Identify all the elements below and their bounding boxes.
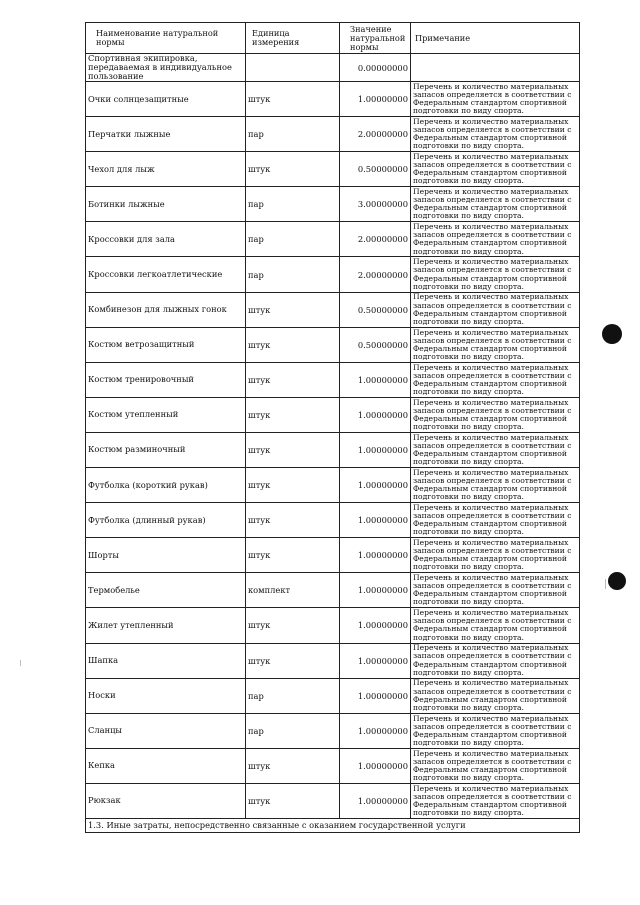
table-row [86,222,580,257]
cell-value: 1.00000000 [340,678,411,713]
cell-value: 1.00000000 [340,783,411,818]
cell-name: Костюм утепленный [86,397,246,432]
cell-name: Спортивная экипировка, передаваемая в индивидуальное пользование [86,54,246,82]
cell-unit: штук [246,503,340,538]
cell-unit: пар [246,117,340,152]
cell-value: 2.00000000 [340,117,411,152]
cell-name: Очки солнцезащитные [86,82,246,117]
cell-name: Комбинезон для лыжных гонок [86,292,246,327]
cell-value: 1.00000000 [340,573,411,608]
table-row [86,608,580,643]
cell-name: Жилет утепленный [86,608,246,643]
scan-artifact [605,579,606,589]
cell-note: Перечень и количество материальных запасов определяется в соответствии с Федеральным стандартом спортивной подготовки по виду спорта. [411,573,580,608]
cell-note: Перечень и количество материальных запасов определяется в соответствии с Федеральным стандартом спортивной подготовки по виду спорта. [411,327,580,362]
cell-value: 2.00000000 [340,222,411,257]
cell-unit: штук [246,397,340,432]
cell-note: Перечень и количество материальных запасов определяется в соответствии с Федеральным стандартом спортивной подготовки по виду спорта. [411,678,580,713]
cell-note: Перечень и количество материальных запасов определяется в соответствии с Федеральным стандартом спортивной подготовки по виду спорта. [411,257,580,292]
cell-unit: штук [246,292,340,327]
cell-note: Перечень и количество материальных запасов определяется в соответствии с Федеральным стандартом спортивной подготовки по виду спорта. [411,82,580,117]
cell-unit: штук [246,643,340,678]
table-row [86,783,580,818]
cell-name: Костюм разминочный [86,432,246,467]
table-row [86,257,580,292]
table-row [86,117,580,152]
header-value: Значение натуральной нормы [340,23,411,54]
cell-unit: пар [246,187,340,222]
cell-name: Футболка (короткий рукав) [86,468,246,503]
table-header-row [86,23,580,54]
cell-note: Перечень и количество материальных запасов определяется в соответствии с Федеральным стандартом спортивной подготовки по виду спорта. [411,362,580,397]
cell-name: Сланцы [86,713,246,748]
cell-note: Перечень и количество материальных запасов определяется в соответствии с Федеральным стандартом спортивной подготовки по виду спорта. [411,748,580,783]
cell-note: Перечень и количество материальных запасов определяется в соответствии с Федеральным стандартом спортивной подготовки по виду спорта. [411,187,580,222]
cell-unit: штук [246,783,340,818]
cell-note: Перечень и количество материальных запасов определяется в соответствии с Федеральным стандартом спортивной подготовки по виду спорта. [411,432,580,467]
cell-name: Кепка [86,748,246,783]
cell-value: 1.00000000 [340,643,411,678]
cell-unit: штук [246,327,340,362]
cell-unit: пар [246,713,340,748]
table-row [86,152,580,187]
natural-norms-table [85,22,580,833]
cell-name: Ботинки лыжные [86,187,246,222]
cell-value: 1.00000000 [340,503,411,538]
table-row [86,713,580,748]
table-row [86,432,580,467]
cell-name: Костюм ветрозащитный [86,327,246,362]
cell-value: 2.00000000 [340,257,411,292]
cell-value: 1.00000000 [340,82,411,117]
cell-unit: штук [246,432,340,467]
cell-name: Кроссовки легкоатлетические [86,257,246,292]
cell-note: Перечень и количество материальных запасов определяется в соответствии с Федеральным стандартом спортивной подготовки по виду спорта. [411,503,580,538]
header-note: Примечание [411,23,580,54]
table-row [86,468,580,503]
cell-value: 0.50000000 [340,292,411,327]
cell-unit: пар [246,222,340,257]
cell-unit [246,54,340,82]
cell-value: 1.00000000 [340,397,411,432]
table-row [86,538,580,573]
cell-note: Перечень и количество материальных запасов определяется в соответствии с Федеральным стандартом спортивной подготовки по виду спорта. [411,538,580,573]
table-row [86,82,580,117]
cell-unit: штук [246,468,340,503]
cell-unit: штук [246,152,340,187]
cell-unit: пар [246,678,340,713]
cell-unit: штук [246,362,340,397]
cell-name: Рюкзак [86,783,246,818]
cell-note: Перечень и количество материальных запасов определяется в соответствии с Федеральным стандартом спортивной подготовки по виду спорта. [411,783,580,818]
table-row [86,397,580,432]
cell-name: Носки [86,678,246,713]
cell-name: Шорты [86,538,246,573]
table-row [86,503,580,538]
cell-name: Костюм тренировочный [86,362,246,397]
cell-value: 0.00000000 [340,54,411,82]
table-row [86,187,580,222]
cell-name: Футболка (длинный рукав) [86,503,246,538]
cell-unit: штук [246,608,340,643]
table-row [86,573,580,608]
cell-unit: штук [246,538,340,573]
cell-value: 3.00000000 [340,187,411,222]
table-row [86,678,580,713]
cell-unit: штук [246,748,340,783]
cell-name: Перчатки лыжные [86,117,246,152]
table-row-equipment-group [86,54,580,82]
cell-name: Термобелье [86,573,246,608]
cell-value: 1.00000000 [340,468,411,503]
section-footer-text: 1.3. Иные затраты, непосредственно связанные с оказанием государственной услуги [86,818,580,832]
cell-value: 1.00000000 [340,538,411,573]
table-row [86,643,580,678]
cell-name: Чехол для лыж [86,152,246,187]
table-row [86,748,580,783]
cell-note: Перечень и количество материальных запасов определяется в соответствии с Федеральным стандартом спортивной подготовки по виду спорта. [411,468,580,503]
header-unit: Единица измерения [246,23,340,54]
cell-note [411,54,580,82]
cell-value: 0.50000000 [340,152,411,187]
cell-value: 1.00000000 [340,432,411,467]
binding-hole-mark [608,572,626,590]
scan-artifact [20,660,21,666]
table-row [86,327,580,362]
cell-note: Перечень и количество материальных запасов определяется в соответствии с Федеральным стандартом спортивной подготовки по виду спорта. [411,152,580,187]
table-row [86,292,580,327]
section-footer-row [86,818,580,832]
cell-note: Перечень и количество материальных запасов определяется в соответствии с Федеральным стандартом спортивной подготовки по виду спорта. [411,397,580,432]
cell-name: Кроссовки для зала [86,222,246,257]
cell-unit: штук [246,82,340,117]
cell-unit: комплект [246,573,340,608]
cell-value: 1.00000000 [340,608,411,643]
cell-value: 1.00000000 [340,713,411,748]
cell-note: Перечень и количество материальных запасов определяется в соответствии с Федеральным стандартом спортивной подготовки по виду спорта. [411,608,580,643]
cell-note: Перечень и количество материальных запасов определяется в соответствии с Федеральным стандартом спортивной подготовки по виду спорта. [411,643,580,678]
cell-value: 0.50000000 [340,327,411,362]
document-page [85,22,579,833]
cell-note: Перечень и количество материальных запасов определяется в соответствии с Федеральным стандартом спортивной подготовки по виду спорта. [411,292,580,327]
cell-name: Шапка [86,643,246,678]
cell-unit: пар [246,257,340,292]
binding-hole-mark [602,324,622,344]
table-row [86,362,580,397]
cell-note: Перечень и количество материальных запасов определяется в соответствии с Федеральным стандартом спортивной подготовки по виду спорта. [411,222,580,257]
cell-note: Перечень и количество материальных запасов определяется в соответствии с Федеральным стандартом спортивной подготовки по виду спорта. [411,713,580,748]
cell-value: 1.00000000 [340,748,411,783]
cell-note: Перечень и количество материальных запасов определяется в соответствии с Федеральным стандартом спортивной подготовки по виду спорта. [411,117,580,152]
header-name: Наименование натуральной нормы [86,23,246,54]
cell-value: 1.00000000 [340,362,411,397]
